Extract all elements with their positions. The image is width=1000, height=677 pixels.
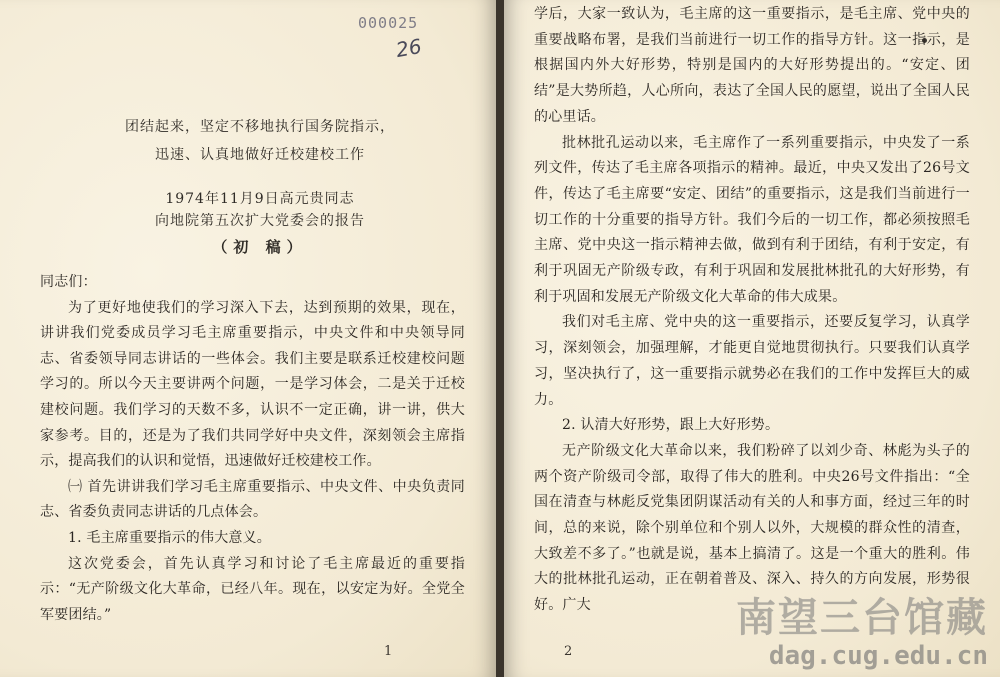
page-number-right: 2 bbox=[564, 644, 573, 659]
paragraph: 批林批孔运动以来，毛主席作了一系列重要指示，中央发了一系列文件，传达了毛主席各项指示的精神。最近，中央又发出了26号文件，传达了毛主席要“安定、团结”的重要指示，这是我们当前进行一切工作的十分重要的指导方针。我们今后的一切工作，都必须按照毛主席、党中央这一指示精神去做，做到有利于团结，有利于安定，有利于巩固无产阶级专政，有利于巩固和发展批林批孔的大好形势，有利于巩固和发展无产阶级文化大革命的伟大成果。 bbox=[534, 134, 970, 305]
paragraph: 这次党委会，首先认真学习和讨论了毛主席最近的重要指示：“无产阶级文化大革命，已经八年。现在，以安定为好。全党全军要团结。” bbox=[40, 555, 465, 623]
handwritten-number: 26 bbox=[394, 33, 424, 63]
paragraph: 我们对毛主席、党中央的这一重要指示，还要反复学习，认真学习，深刻领会，加强理解，才能更自觉地贯彻执行。只要我们认真学习，坚决执行了，这一重要指示就势必在我们的工作中发挥巨大的威力。 bbox=[534, 314, 970, 408]
page-number-left: 1 bbox=[384, 644, 393, 659]
left-body bbox=[40, 270, 465, 628]
archive-stamp: 000025 bbox=[358, 14, 419, 32]
salutation: 同志们： bbox=[40, 274, 97, 290]
paragraph: 无产阶级文化大革命以来，我们粉碎了以刘少奇、林彪为头子的两个资产阶级司令部，取得了伟大的胜利。中央26号文件指出：“全国在清查与林彪反党集团阴谋活动有关的人和事方面，经过三年的时间，总的来说，除个别单位和个别人以外，大规模的群众性的清查，大致差不多了。”也就是说，基本上搞清了。这是一个重大的胜利。伟大的批林批孔运动，正在朝着普及、深入、持久的方向发展，形势很好。广大 bbox=[534, 442, 970, 614]
paragraph: 为了更好地使我们的学习深入下去，达到预期的效果，现在，讲讲我们党委成员学习毛主席重要指示，中央文件和中央领导同志、省委领导同志讲话的一些体会。我们主要是联系迁校建校问题学习的。所以今天主要讲两个问题，一是学习体会，二是关于迁校建校问题。我们学习的天数不多，认识不一定正确，讲一讲，供大家参考。目的，还是为了我们共同学好中央文件，深刻领会主席指示，提高我们的认识和觉悟，迅速做好迁校建校工作。 bbox=[40, 299, 465, 470]
subtitle-line-1: 1974年11月9日高元贵同志 bbox=[165, 191, 355, 207]
paragraph: ㈠ 首先讲讲我们学习毛主席重要指示、中央文件、中央负责同志、省委负责同志讲话的几点体会。 bbox=[40, 478, 465, 521]
watermark-name: 南望三台馆藏 bbox=[736, 595, 988, 641]
draft-mark: （初 稿） bbox=[212, 238, 308, 256]
watermark-url: dag.cug.edu.cn bbox=[768, 641, 988, 671]
title-line-1: 团结起来，坚定不移地执行国务院指示， bbox=[125, 119, 395, 135]
book-gutter bbox=[496, 0, 504, 677]
title-line-2: 迅速、认真地做好迁校建校工作 bbox=[155, 147, 365, 163]
subtitle-line-2: 向地院第五次扩大党委会的报告 bbox=[155, 213, 365, 229]
section-heading: 2. 认清大好形势，跟上大好形势。 bbox=[562, 417, 780, 434]
right-body bbox=[534, 2, 970, 619]
page-left bbox=[0, 0, 496, 677]
paragraph: 学后，大家一致认为，毛主席的这一重要指示，是毛主席、党中央的重要战略布署，是我们当前进行一切工作的指导方针。这一指示，是根据国内外大好形势，特别是国内的大好形势提出的。“安定、团结”是大势所趋，人心所向，表达了全国人民的愿望，说出了全国人民的心里话。 bbox=[534, 6, 970, 125]
section-heading: 1. 毛主席重要指示的伟大意义。 bbox=[68, 529, 272, 546]
page-right bbox=[504, 0, 1000, 677]
